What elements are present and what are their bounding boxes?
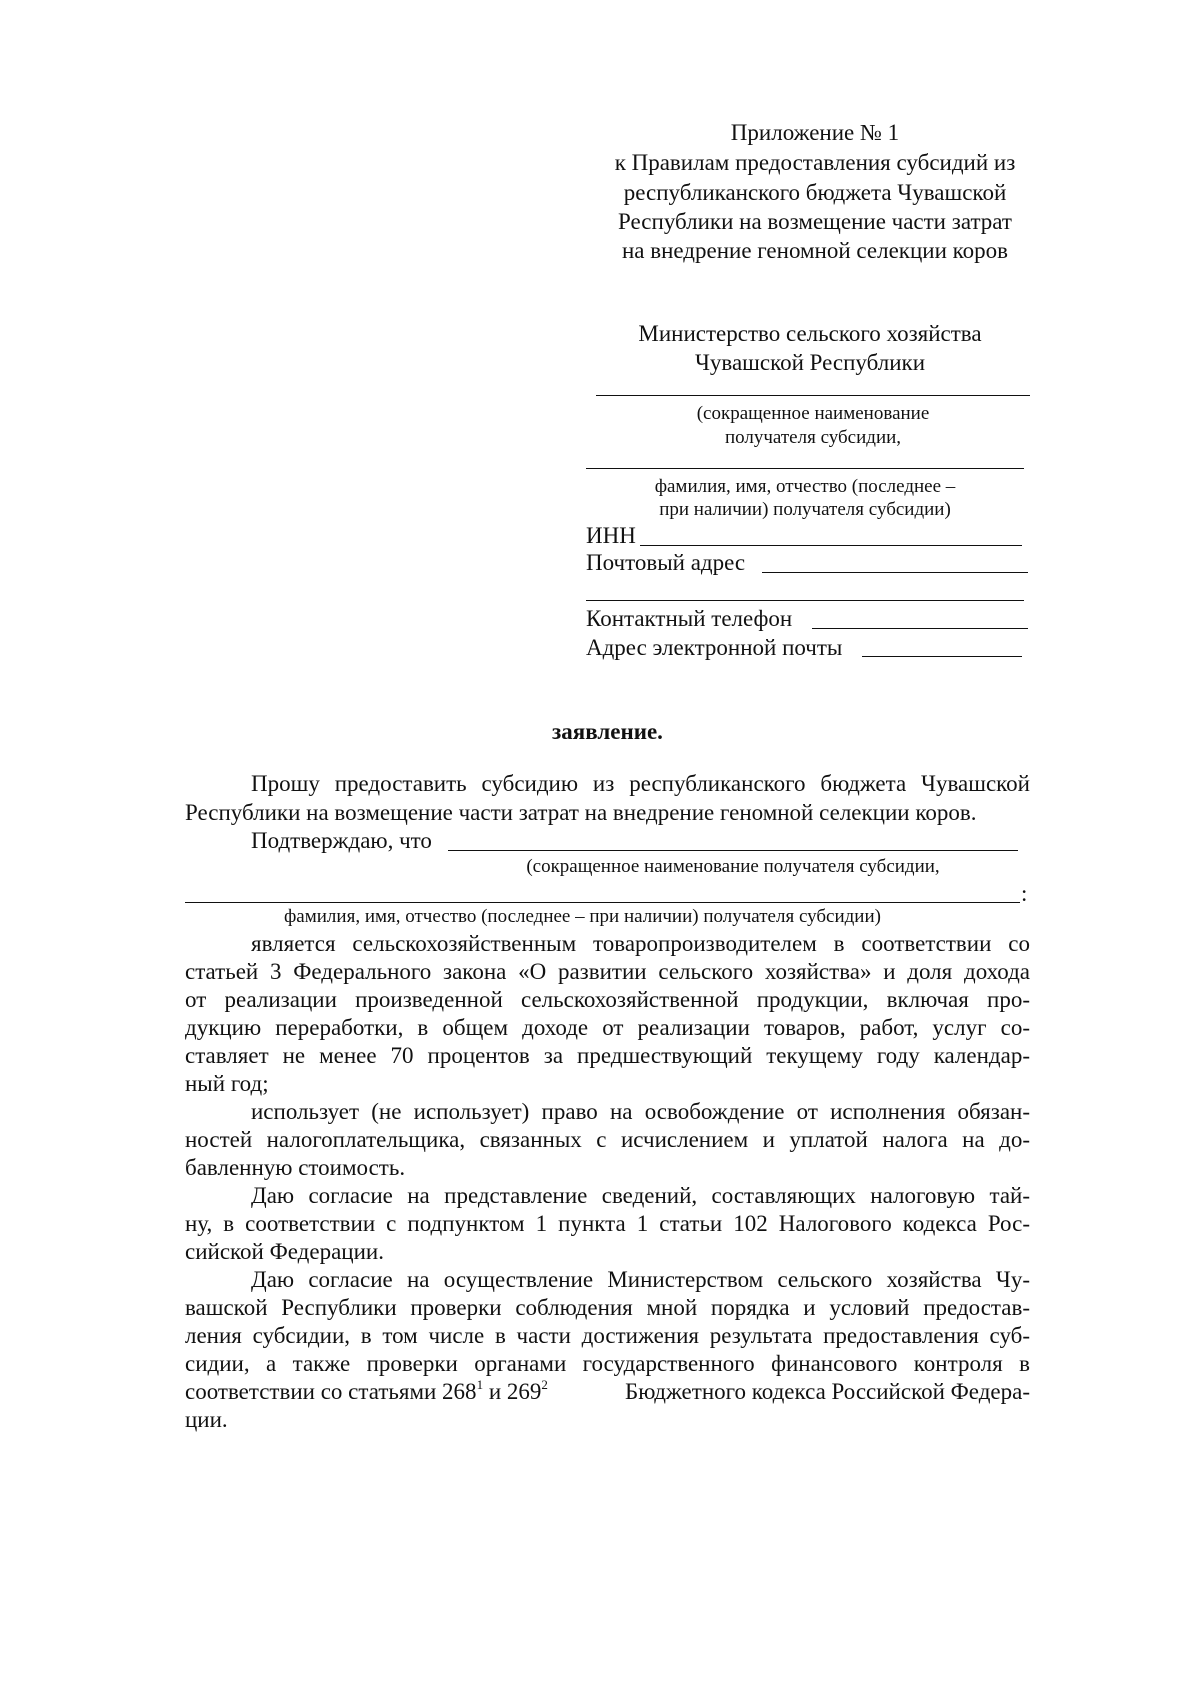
body-line: Даю согласие на осуществление Министерством сельского хозяйства Чу-	[251, 1267, 1030, 1292]
full-name-line	[586, 468, 1024, 469]
body-line: ностей налогоплательщика, связанных с исчислением и уплатой налога на до-	[185, 1127, 1030, 1152]
short-name-line	[596, 395, 1030, 396]
body-line: сийской Федерации.	[185, 1239, 384, 1264]
body-line: ный год;	[185, 1071, 269, 1096]
email-label: Адрес электронной почты	[586, 635, 843, 660]
article-superscript: 2	[541, 1377, 548, 1392]
body-line: Прошу предоставить субсидию из республиканского бюджета Чувашской	[251, 771, 1030, 796]
body-line-with-superscripts	[185, 1377, 1030, 1404]
ministry-name: Чувашской Республики	[694, 350, 926, 375]
appendix-line: на внедрение геномной селекции коров	[621, 238, 1009, 263]
body-line: ну, в соответствии с подпунктом 1 пункта 1 статьи 102 Налогового кодекса Рос-	[185, 1211, 1030, 1236]
ministry-name: Министерство сельского хозяйства	[638, 321, 982, 346]
body-line: сидии, а также проверки органами государственного финансового контроля в	[185, 1351, 1030, 1376]
confirm-fullname-line	[185, 902, 1020, 903]
body-line: вашской Республики проверки соблюдения мной порядка и условий предостав-	[185, 1295, 1030, 1320]
body-line: является сельскохозяйственным товаропроизводителем в соответствии со	[251, 931, 1030, 956]
email-field-line	[862, 656, 1022, 657]
body-line: ления субсидии, в том числе в части достижения результата предоставления суб-	[185, 1323, 1030, 1348]
body-line: ставляет не менее 70 процентов за предшествующий текущему году календар-	[185, 1043, 1030, 1068]
inn-field-line	[640, 545, 1022, 546]
postal-address-field-line	[762, 572, 1028, 573]
confirm-label: Подтверждаю, что	[251, 828, 432, 853]
appendix-line: Республики на возмещение части затрат	[618, 209, 1012, 234]
body-line: статьей 3 Федерального закона «О развитии сельского хозяйства» и доля дохода	[185, 959, 1030, 984]
confirm-colon: :	[1021, 881, 1028, 906]
full-name-caption: при наличии) получателя субсидии)	[659, 499, 951, 520]
appendix-line: республиканского бюджета Чувашской	[623, 180, 1007, 205]
document-title: заявление.	[552, 719, 663, 744]
postal-address-label: Почтовый адрес	[586, 550, 746, 575]
body-text-segment: Бюджетного кодекса Российской Федера-	[625, 1379, 1030, 1404]
short-name-caption: (сокращенное наименование	[696, 403, 930, 424]
body-line: Республики на возмещение части затрат на внедрение геномной селекции коров.	[185, 800, 977, 825]
phone-field-line	[812, 628, 1028, 629]
confirm-recipient-line	[448, 850, 1018, 851]
body-line: дукцию переработки, в общем доходе от реализации товаров, работ, услуг со-	[185, 1015, 1030, 1040]
body-text-segment: соответствии со статьями $268^1$ и $269^2$	[185, 1377, 548, 1404]
body-line: Даю согласие на представление сведений, составляющих налоговую тай-	[251, 1183, 1030, 1208]
confirm-caption: фамилия, имя, отчество (последнее – при наличии) получателя субсидии)	[284, 906, 881, 927]
postal-address-extra-line	[586, 600, 1024, 601]
confirm-caption: (сокращенное наименование получателя субсидии,	[526, 856, 940, 877]
body-line: бавленную стоимость.	[185, 1155, 406, 1180]
appendix-number: Приложение № 1	[730, 120, 900, 145]
body-line: ции.	[185, 1407, 228, 1432]
full-name-caption: фамилия, имя, отчество (последнее –	[654, 476, 956, 497]
phone-label: Контактный телефон	[586, 606, 793, 631]
inn-label: ИНН	[586, 523, 636, 548]
short-name-caption: получателя субсидии,	[724, 427, 902, 448]
body-line: использует (не использует) право на освобождение от исполнения обязан-	[251, 1099, 1030, 1124]
appendix-line: к Правилам предоставления субсидий из	[614, 150, 1016, 175]
body-line: от реализации произведенной сельскохозяйственной продукции, включая про-	[185, 987, 1030, 1012]
article-superscript: 1	[476, 1377, 484, 1392]
